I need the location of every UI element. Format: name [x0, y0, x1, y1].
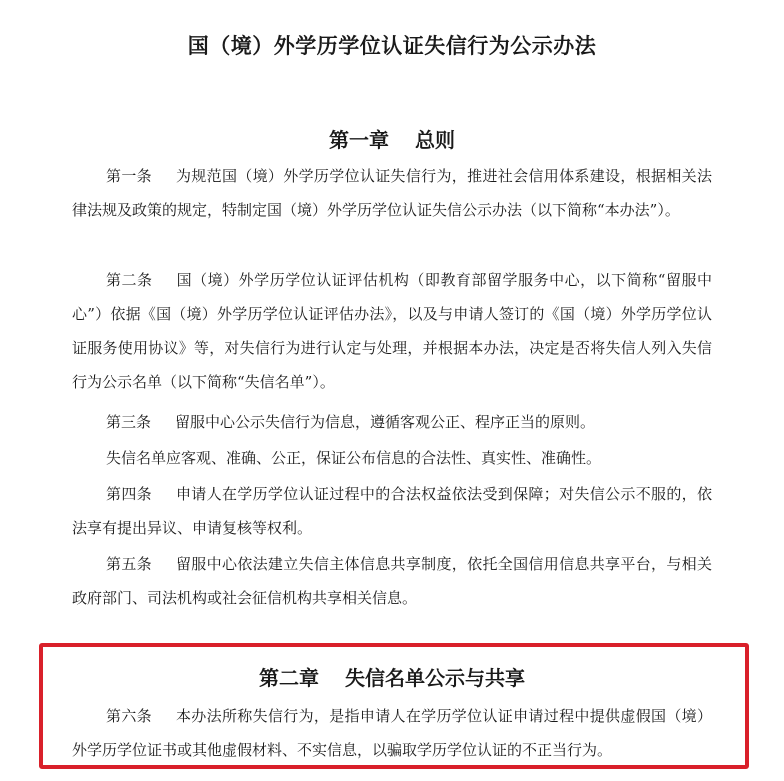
chapter-number: 第二章 — [259, 666, 319, 690]
article-6 — [72, 699, 712, 767]
document-title: 国（境）外学历学位认证失信行为公示办法 — [187, 34, 597, 58]
article-label: 第五条 — [106, 555, 152, 573]
article-text: 留服中心公示失信行为信息，遵循客观公正、程序正当的原则。 — [175, 413, 596, 431]
article-text: 失信名单应客观、准确、公正，保证公布信息的合法性、真实性、准确性。 — [106, 449, 602, 467]
article-3-paragraph-2 — [72, 441, 712, 475]
article-text: 为规范国（境）外学历学位认证失信行为，推进社会信用体系建设，根据相关法律法规及政策的规定，特制定国（境）外学历学位认证失信公示办法（以下简称“本办法”）。 — [72, 167, 712, 219]
chapter-heading-1 — [0, 124, 784, 153]
chapter-name: 总则 — [415, 128, 455, 152]
article-label: 第六条 — [106, 707, 152, 725]
article-2 — [72, 263, 712, 399]
article-4 — [72, 477, 712, 545]
article-label: 第三条 — [106, 413, 152, 431]
article-text: 本办法所称失信行为，是指申请人在学历学位认证申请过程中提供虚假国（境）外学历学位证书或其他虚假材料、不实信息，以骗取学历学位认证的不正当行为。 — [72, 707, 712, 759]
article-label: 第二条 — [106, 271, 153, 289]
article-text: 申请人在学历学位认证过程中的合法权益依法受到保障；对失信公示不服的，依法享有提出异议、申请复核等权利。 — [72, 485, 712, 537]
article-3 — [72, 405, 712, 439]
chapter-number: 第一章 — [329, 128, 389, 152]
article-1 — [72, 159, 712, 227]
chapter-name: 失信名单公示与共享 — [345, 666, 525, 690]
cut-off-next-line — [72, 772, 712, 781]
article-label: 第一条 — [106, 167, 152, 185]
chapter-heading-2 — [0, 662, 784, 691]
article-text: 留服中心依法建立失信主体信息共享制度，依托全国信用信息共享平台，与相关政府部门、司法机构或社会征信机构共享相关信息。 — [72, 555, 712, 607]
article-text: 国（境）外学历学位认证评估机构（即教育部留学服务中心，以下简称“留服中心”）依据《国（境）外学历学位认证评估办法》，以及与申请人签订的《国（境）外学历学位认证服务使用协议》等，对失信行为进行认定与处理，并根据本办法，决定是否将失信人列入失信行为公示名单（以下简称“失信名单”）。 — [72, 271, 712, 391]
article-label: 第四条 — [106, 485, 152, 503]
article-5 — [72, 547, 712, 615]
